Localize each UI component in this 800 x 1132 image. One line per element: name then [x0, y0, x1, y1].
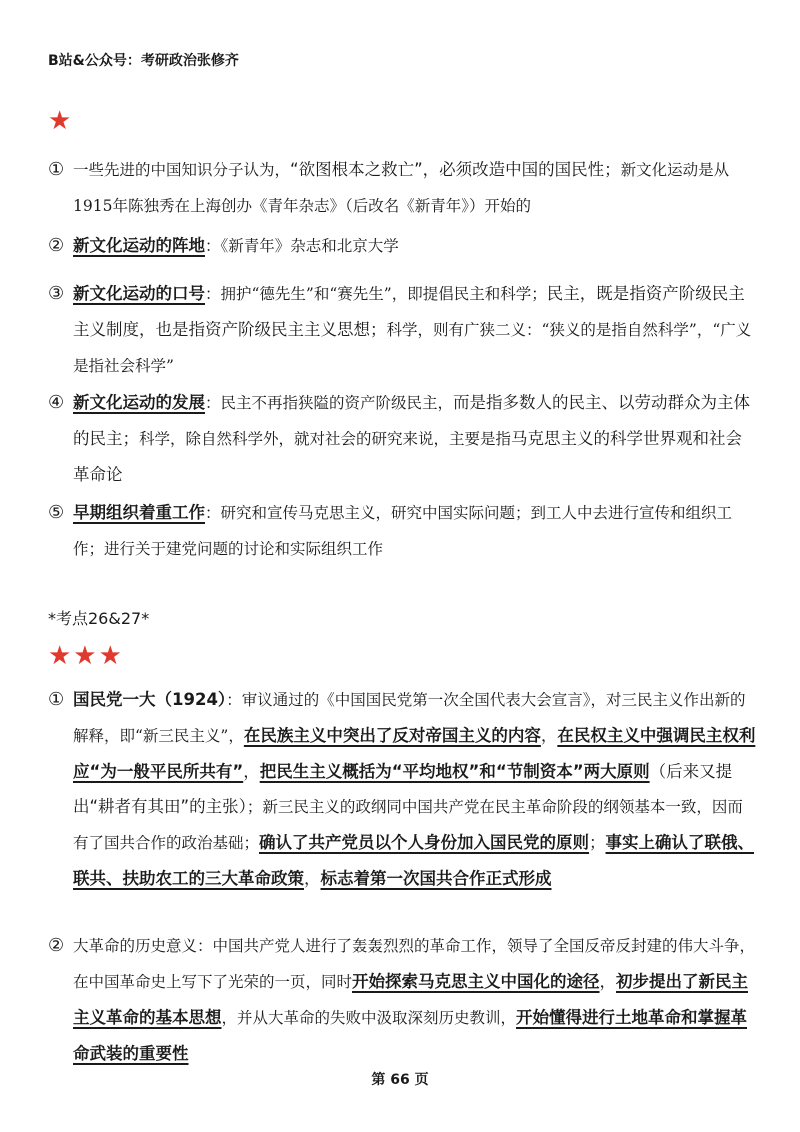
point-text: 科学，则有广狭二义：“狭义的是指自然科学”，“广义是指社会科学”	[73, 321, 752, 375]
point-text: 民主，既是指资产阶级民主主义制度，也是指资产阶级民主主义思想；	[73, 284, 745, 339]
point-text: ：研究和宣传马克思主义，研究中国实际问题；到工人中去进行宣传和组织工作；进行关于建党问题的讨论和实际组织工作	[73, 504, 733, 558]
point-1	[48, 152, 756, 224]
importance-stars-1: ★	[48, 106, 74, 136]
point-title: 新文化运动的发展	[73, 393, 205, 412]
point-text: 马克思主义的科学世界观和社会革命论	[73, 429, 743, 484]
point-title: 新文化运动的阵地	[73, 236, 205, 255]
punctuation: ，	[599, 972, 617, 991]
point-text: 新文化运动是从1915年陈独秀在上海创办《青年杂志》（后改名《新青年》）开始的	[73, 161, 730, 215]
exam-point-label: *考点26&27*	[48, 609, 150, 628]
point-number: ③	[48, 283, 65, 304]
key-phrase: 在民权主义中强调民主权利应“为一般平民所共有”	[73, 726, 756, 781]
point-number: ②	[48, 235, 65, 256]
point-text: ：审议通过的《中国国民党第一次全国代表大会宣言》，对三民主义作出新的解释，即“新三民主义”，	[73, 691, 746, 745]
point-text: ；新三民主义的政纲同中国共产党在民主革命阶段的纲领基本一致，因而有了国共合作的政治基础；	[73, 798, 743, 852]
point-revolution-significance	[48, 928, 756, 1071]
punctuation: ；	[589, 833, 606, 852]
point-2	[48, 228, 756, 264]
key-phrase: 开始探索马克思主义中国化的途径	[352, 972, 600, 991]
point-number: ②	[48, 935, 65, 956]
header-source: B站&公众号：考研政治张修齐	[48, 53, 239, 69]
point-text: ，并从大革命的失败中汲取深刻历史教训，	[221, 1009, 517, 1027]
point-text: “欲图根本之救亡”，必须改造中国的国民性；	[290, 160, 621, 179]
point-number: ⑤	[48, 502, 65, 523]
point-text: （后来又提出“耕者有其田”的主张）	[73, 762, 733, 816]
punctuation: ，	[243, 762, 260, 781]
point-text: 科学，除自然科学外，就对社会的研究来说，主要是指	[139, 430, 512, 448]
key-phrase: 在民族主义中突出了反对帝国主义的内容	[243, 726, 541, 745]
point-text: 而是指多数人的民主、以劳动群众为主体的民主；	[73, 393, 751, 448]
point-title: 新文化运动的口号	[73, 284, 205, 303]
point-text: 大革命的历史意义：中国共产党人进行了轰轰烈烈的革命工作，领导了全国反帝反封建的伟大斗争，在中国革命史上写下了光荣的一页，同时	[73, 937, 756, 991]
key-phrase: 事实上确认了联俄、联共、扶助农工的三大革命政策	[73, 833, 755, 888]
key-phrase: 标志着第一次国共合作正式形成	[320, 869, 552, 888]
key-phrase: 把民生主义概括为“平均地权”和“节制资本”两大原则	[259, 762, 650, 781]
point-number: ①	[48, 689, 65, 710]
importance-stars-3: ★★★	[48, 641, 124, 671]
point-text: 一些先进的中国知识分子认为，	[73, 161, 291, 179]
point-text: ：民主不再指狭隘的资产阶级民主，	[205, 394, 454, 412]
point-text: ：《新青年》杂志和北京大学	[205, 237, 399, 255]
point-kmt-congress	[48, 682, 756, 896]
point-5	[48, 495, 756, 567]
point-number: ④	[48, 392, 65, 413]
point-3	[48, 276, 756, 384]
page-number: 第 66 页	[371, 1072, 429, 1088]
punctuation: ，	[540, 726, 558, 745]
punctuation: ，	[304, 869, 321, 888]
point-4	[48, 385, 756, 492]
key-phrase: 初步提出了新民主主义革命的基本思想	[73, 972, 749, 1027]
point-title: 国民党一大（1924）	[73, 690, 227, 709]
key-phrase: 确认了共产党员以个人身份加入国民党的原则	[259, 833, 590, 852]
point-title: 早期组织着重工作	[73, 503, 205, 522]
key-phrase: 开始懂得进行土地革命和掌握革命武装的重要性	[73, 1008, 748, 1063]
point-number: ①	[48, 159, 65, 180]
point-text: ：拥护“德先生”和“赛先生”，即提倡民主和科学；	[205, 285, 547, 303]
